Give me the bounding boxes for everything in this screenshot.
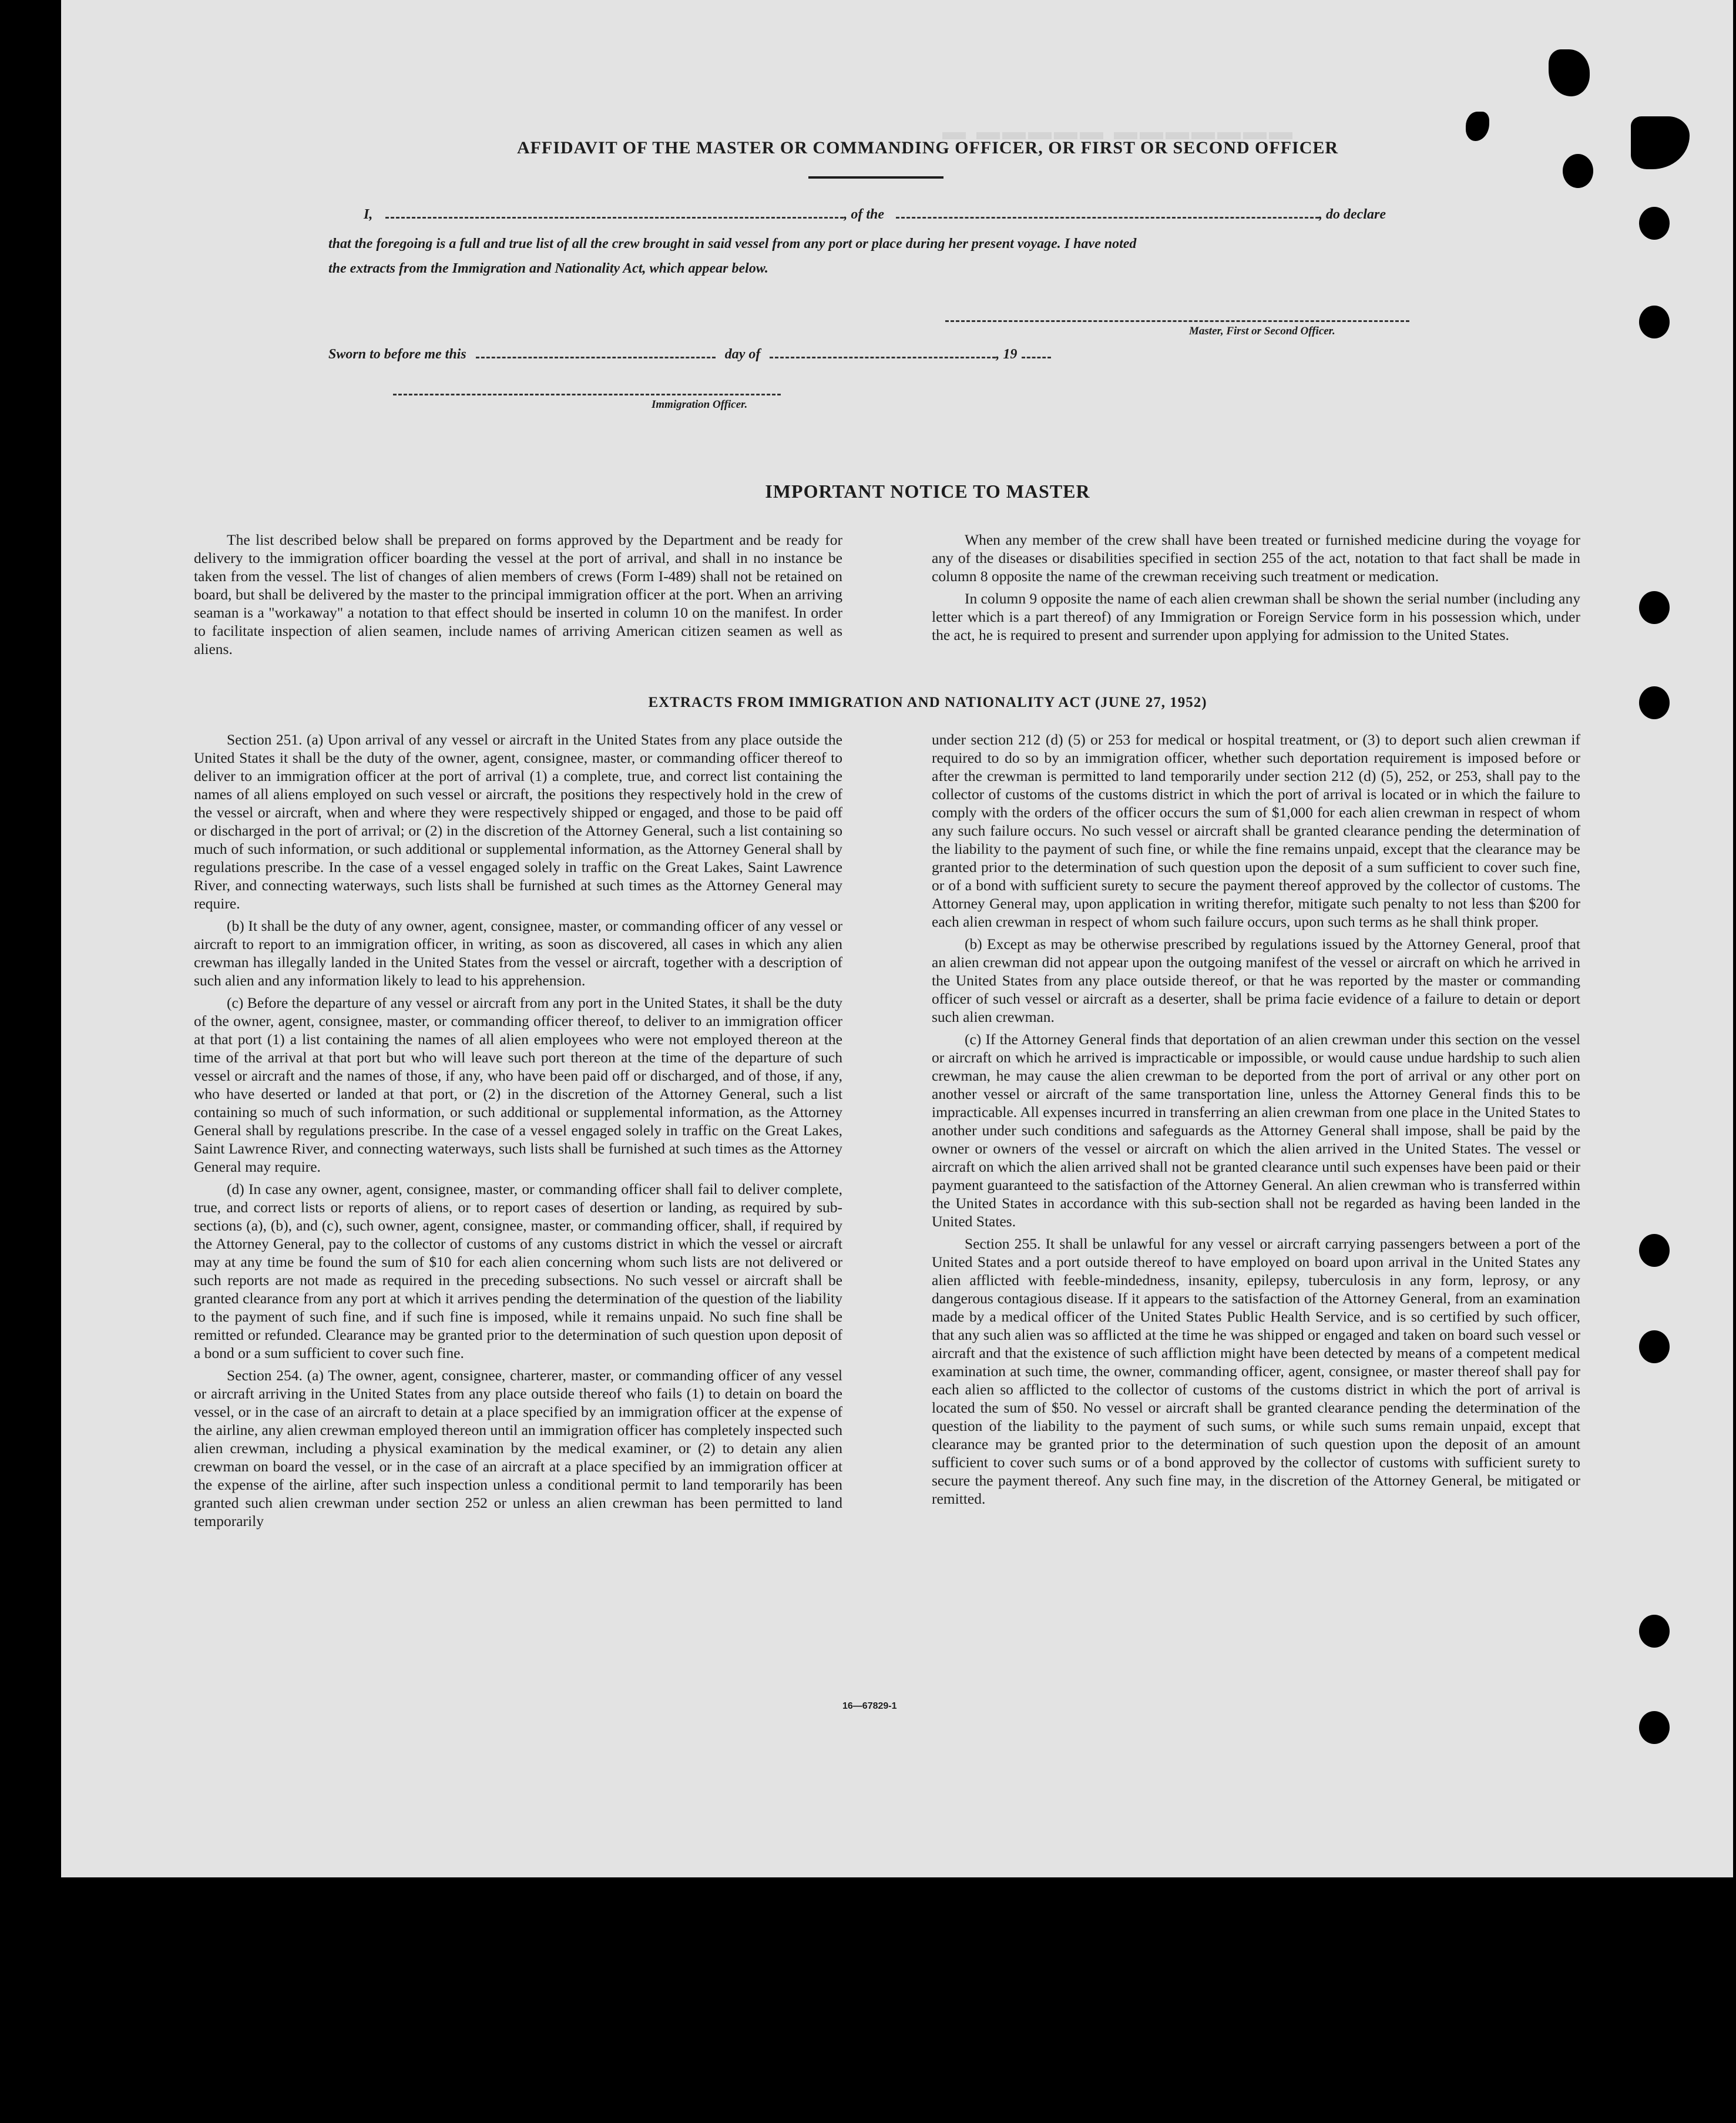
- punch-hole: [1639, 1234, 1670, 1267]
- sworn-month-field[interactable]: [770, 357, 996, 358]
- title-underline: [808, 176, 943, 179]
- torn-corner-blot: [1631, 116, 1690, 169]
- form-number: 16—67829-1: [842, 1701, 897, 1711]
- notice-left-paragraph: The list described below shall be prepared on forms approved by the Department and be ready for delivery to the immigration officer boarding the vessel at the port of arrival, and shall in no instance be taken from the vessel. The list of changes of alien members of crews (Form I-489) shall not be retained on board, but shall be delivered by the master to the principal immigration officer at the port. When an arriving seaman is a "workaway" a notation to that effect should be inserted in column 10 on the manifest. In order to facilitate inspection of alien seamen, include names of arriving American citizen seamen as well as aliens.: [194, 531, 842, 658]
- affidavit-title: AFFIDAVIT OF THE MASTER OR COMMANDING OFFICER, OR FIRST OR SECOND OFFICER: [516, 138, 1339, 157]
- affidavit-line-2: that the foregoing is a full and true list of all the crew brought in said vessel from any port or place during her present voyage. I have noted: [328, 236, 1137, 251]
- sworn-year-field[interactable]: [1022, 357, 1051, 358]
- immigration-officer-label: Immigration Officer.: [652, 398, 748, 411]
- sworn-date-field[interactable]: [476, 357, 716, 358]
- torn-corner-blot: [1549, 49, 1590, 96]
- label-i: I,: [364, 207, 373, 222]
- torn-corner-blot: [1563, 154, 1593, 188]
- bleed-through-text: ▬ ▬▬▬▬▬ ▬▬▬▬▬▬▬: [942, 118, 1295, 145]
- sworn-line: [328, 347, 1151, 363]
- section-251-c: (c) Before the departure of any vessel or aircraft from any port in the United States, it shall be the duty of the owner, agent, consignee, master, or commanding officer thereof, to deliver to an immigration officer at that port (1) a list containing the names of all alien employees who were not employed thereon at the time of the arrival at that port but who will leave such port thereon at the time of the departure of such vessel or aircraft and the names of those, if any, who have been paid off or discharged, and of those, if any, who have deserted or landed at that port, or (2) in the discretion of the Attorney General, such a list containing so much of such information, or such additional or supplemental information, as the Attorney General shall by regulations prescribe. In the case of a vessel engaged solely in traffic on the Great Lakes, Saint Lawrence River, and connecting waterways, such lists shall be furnished at such times as the Attorney General may require.: [194, 994, 842, 1175]
- torn-corner-blot: [1466, 112, 1489, 141]
- label-day-of: day of: [724, 347, 761, 362]
- document-page: [61, 0, 1733, 1877]
- label-do-declare: , do declare: [1319, 207, 1386, 222]
- punch-hole: [1639, 207, 1670, 240]
- punch-hole: [1639, 1330, 1670, 1363]
- punch-hole: [1639, 591, 1670, 624]
- master-signature-label: Master, First or Second Officer.: [1189, 325, 1335, 337]
- label-of-the: , of the: [844, 207, 885, 222]
- label-19: , 19: [996, 347, 1018, 362]
- immigration-officer-signature-line[interactable]: [393, 394, 781, 395]
- affidavit-line-1: [364, 207, 1480, 223]
- extracts-right-column: [932, 730, 1580, 1512]
- section-255: Section 255. It shall be unlawful for any vessel or aircraft carrying passengers between a port of the United States and a port outside thereof to have employed on board upon arrival in the United States any alien afflicted with feeble-mindedness, insanity, epilepsy, tuberculosis in any form, leprosy, or any dangerous contagious disease. If it appears to the satisfaction of the Attorney General, from an examination made by a medical officer of the United States Public Health Service, and is so certified by such officer, that any such alien was so afflicted at the time he was shipped or engaged and taken on board such vessel or aircraft and that the existence of such affliction might have been detected by means of a competent medical examination at such time, the owner, commanding officer, agent, consignee, or master thereof shall pay for each alien so afflicted to the collector of customs of the customs district in which the port of arrival is located the sum of $50. No vessel or aircraft shall be granted clearance pending the determination of the question of the liability to the payment of such sums, or while such sums remain unpaid, except that clearance may be granted prior to the determination of such question upon the deposit of an amount sufficient to cover such sums or of a bond approved by the collector of customs with sufficient surety to secure the payment thereof. Any such fine may, in the discretion of the Attorney General, be mitigated or remitted.: [932, 1235, 1580, 1507]
- master-signature-line[interactable]: [945, 320, 1409, 322]
- punch-hole: [1639, 1615, 1670, 1648]
- notice-left-column: [194, 531, 842, 662]
- section-251-a: Section 251. (a) Upon arrival of any vessel or aircraft in the United States from any place outside the United States it shall be the duty of the owner, agent, consignee, master, or commanding officer thereof to deliver to an immigration officer at the port of arrival (1) a complete, true, and correct list containing the names of all aliens employed on such vessel or aircraft, the positions they respectively hold in the crew of the vessel or aircraft, when and where they were respectively shipped or engaged, and those to be paid off or discharged in the port of arrival; or (2) in the discretion of the Attorney General, such a list containing so much of such information, or such additional or supplemental information, as the Attorney General shall by regulations prescribe. In the case of a vessel engaged solely in traffic on the Great Lakes, Saint Lawrence River, and connecting waterways, such lists shall be furnished at such times as the Attorney General may require.: [194, 731, 842, 912]
- affidavit-line-3: the extracts from the Immigration and Nationality Act, which appear below.: [328, 261, 768, 276]
- section-251-b: (b) It shall be the duty of any owner, agent, consignee, master, or commanding officer of any vessel or aircraft to report to an immigration officer, in writing, as soon as discovered, all cases in which any alien crewman has illegally landed in the United States from the vessel or aircraft, together with a description of such alien and any information likely to lead to his apprehension.: [194, 917, 842, 989]
- notice-right-paragraph-1: When any member of the crew shall have been treated or furnished medicine during the voyage for any of the diseases or disabilities specified in section 255 of the act, notation to that fact shall be made in column 8 opposite the name of the crewman receiving such treatment or medication.: [932, 531, 1580, 585]
- section-254-c: (c) If the Attorney General finds that deportation of an alien crewman under this section on the vessel or aircraft on which he arrived is impracticable or impossible, or would cause undue hardship to such alien crewman, he may cause the alien crewman to be deported from the port of arrival or any other port on another vessel or aircraft of the same transportation line, unless the Attorney General finds this to be impracticable. All expenses incurred in transferring an alien crewman from one place in the United States to another under such conditions and safeguards as the Attorney General shall impose, shall be paid by the owner or owners of the vessel or aircraft on which the alien arrived in the United States. The vessel or aircraft on which the alien arrived shall not be granted clearance until such expenses have been paid or their payment guaranteed to the satisfaction of the Attorney General. An alien crewman who is transferred within the United States in accordance with this sub-section shall not be regarded as having been landed in the United States.: [932, 1031, 1580, 1230]
- punch-hole: [1639, 686, 1670, 719]
- notice-right-column: [932, 531, 1580, 648]
- section-254-a-continued: under section 212 (d) (5) or 253 for medical or hospital treatment, or (3) to deport such alien crewman if required to do so by an immigration officer, whether such deportation requirement is imposed before or after the crewman is permitted to land temporarily under section 212 (d) (5), 252, or 253, shall pay to the collector of customs of the customs district in which the port of arrival is located or in which the failure to comply with the orders of the officer occurs the sum of $1,000 for each alien crewman in respect of whom any such failure occurs. No such vessel or aircraft shall be granted clearance pending the determination of the liability to the payment of such fine, or while the fine remains unpaid, except that the clearance may be granted prior to the determination of such question upon the deposit of a sum sufficient to cover such fine, or of a bond with sufficient surety to secure the payment thereof approved by the collector of customs. The Attorney General may, upon application in writing therefor, mitigate such penalty to not less than $200 for each alien crewman in respect of whom such failure occurs, upon such terms as he shall think proper.: [932, 731, 1580, 930]
- section-254-b: (b) Except as may be otherwise prescribed by regulations issued by the Attorney General, proof that an alien crewman did not appear upon the outgoing manifest of the vessel or aircraft on which he arrived in the United States from any place outside thereof, or that he was reported by the master or commanding officer of such vessel or aircraft as a deserter, shall be prima facie evidence of a failure to detain or deport such alien crewman.: [932, 935, 1580, 1025]
- notice-title: IMPORTANT NOTICE TO MASTER: [765, 481, 1090, 502]
- punch-hole: [1639, 1711, 1670, 1744]
- notice-right-paragraph-2: In column 9 opposite the name of each alien crewman shall be shown the serial number (including any letter which is a part thereof) of any Immigration or Foreign Service form in his possession which, under the act, he is required to present and surrender upon applying for admission to the United States.: [932, 590, 1580, 643]
- label-sworn: Sworn to before me this: [328, 347, 466, 362]
- name-field-line[interactable]: [385, 217, 844, 219]
- section-254-a: Section 254. (a) The owner, agent, consignee, charterer, master, or commanding officer of any vessel or aircraft arriving in the United States from any place outside thereof who fails (1) to detain on board the vessel, or in the case of an aircraft to detain at a place specified by an immigration officer at the expense of the airline, any alien crewman employed thereon until an immigration officer has completely inspected such alien crewman, including a physical examination by the medical examiner, or (2) to detain any alien crewman on board the vessel, or in the case of an aircraft at a place specified by an immigration officer at the expense of the airline, after such inspection unless a conditional permit to land temporarily has been granted such alien crewman under section 252 or unless an alien crewman has been permitted to land temporarily: [194, 1367, 842, 1530]
- extracts-title: EXTRACTS FROM IMMIGRATION AND NATIONALITY ACT (JUNE 27, 1952): [648, 695, 1207, 710]
- punch-hole: [1639, 306, 1670, 338]
- vessel-field-line[interactable]: [896, 217, 1319, 219]
- section-251-d: (d) In case any owner, agent, consignee, master, or commanding officer shall fail to deliver complete, true, and correct lists or reports of aliens, or to report cases of desertion or landing, as required by sub-sections (a), (b), and (c), such owner, agent, consignee, master, or commanding officer, shall, if required by the Attorney General, pay to the collector of customs of any customs district in which the vessel or aircraft may at any time be found the sum of $10 for each alien concerning whom such lists are not delivered or such reports are not made as required in the preceding subsections. No such vessel or aircraft shall be granted clearance from any port at which it arrives pending the determination of the question of the liability to the payment of such fine, and if such fine is imposed, while it remains unpaid. No such fine shall be remitted or refunded. Clearance may be granted prior to the determination of such question upon deposit of a bond or a sum sufficient to cover such fine.: [194, 1180, 842, 1361]
- extracts-left-column: [194, 730, 842, 1534]
